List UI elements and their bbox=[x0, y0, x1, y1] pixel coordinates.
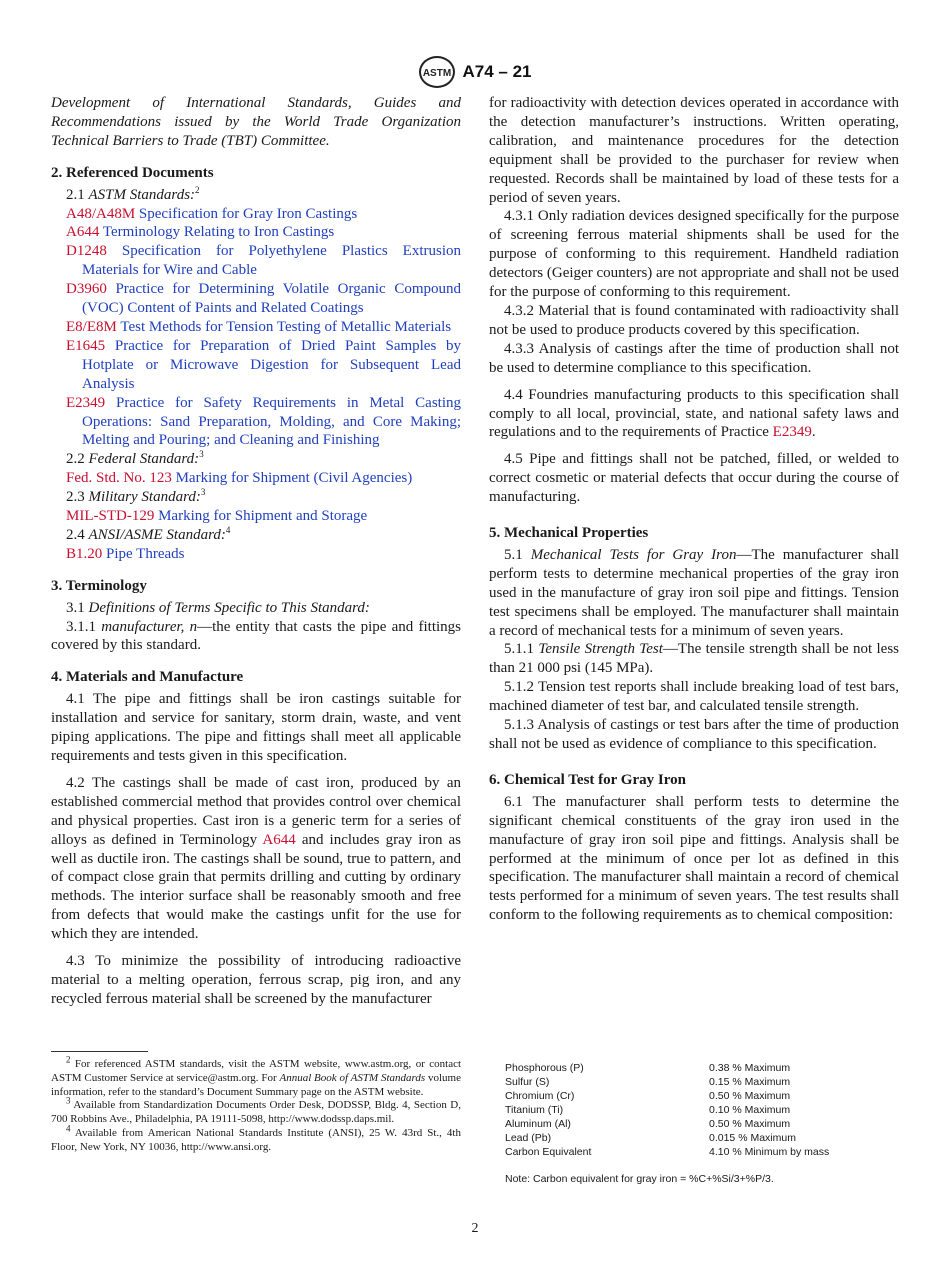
element-cell: Aluminum (Al) bbox=[505, 1118, 571, 1130]
limit-cell: 4.10 % Minimum by mass bbox=[709, 1146, 830, 1158]
subsection-title: Mechanical Tests for Gray Iron bbox=[530, 546, 737, 563]
paragraph-4-4 bbox=[489, 386, 899, 443]
subsection-number: 3.1.1 bbox=[66, 618, 96, 635]
footnote-marker: 4 bbox=[66, 1123, 71, 1134]
reference-title-link[interactable]: Terminology Relating to Iron Castings bbox=[102, 224, 335, 241]
reference-code-link[interactable]: D3960 bbox=[66, 281, 107, 298]
subsection-2-2 bbox=[51, 450, 461, 469]
footnotes bbox=[51, 1054, 462, 1155]
subsection-2-4 bbox=[51, 526, 461, 545]
paragraph-4-3: 4.3 To minimize the possibility of introducing radioactive material to a melting operation, ferrous scrap, pig iron, and any recycled ferrous material shall be screened by the manufacturer bbox=[51, 953, 461, 1007]
subsection-label: Federal Standard: bbox=[88, 451, 200, 468]
reference-title-link[interactable]: Specification for Polyethylene Plastics Extrusion Materials for Wire and Cable bbox=[82, 243, 461, 279]
footnote-4 bbox=[51, 1123, 461, 1155]
standard-designation: A74 – 21 bbox=[462, 62, 532, 81]
reference-code-link[interactable]: B1.20 bbox=[66, 545, 103, 562]
paragraph-text: —The manufacturer shall perform tests to determine mechanical properties of the gray iron used in the manufacture of gray iron soil pipe and fittings. Tension test specimens shall be employed. The manufacturer shall maintain a record of mechanical tests for a minimum of seven years. bbox=[489, 546, 899, 639]
page-header bbox=[0, 56, 950, 88]
footnote-text: Available from American National Standards Institute (ANSI), 25 W. 43rd St., 4th Floor, New York, NY 10036, http://www.ansi.org. bbox=[51, 1126, 461, 1153]
table-row bbox=[505, 1117, 905, 1131]
section-4-heading: 4. Materials and Manufacture bbox=[51, 669, 244, 686]
reference-title-link[interactable]: Practice for Safety Requirements in Metal Casting Operations: Sand Preparation, Molding, and Core Making; Melting and Pouring; and Cleaning and Finishing bbox=[82, 394, 461, 449]
reference-item bbox=[51, 205, 461, 224]
table-row bbox=[505, 1089, 905, 1103]
paragraph-text: —The tensile strength shall be not less than 21 000 psi (145 MPa). bbox=[489, 641, 899, 677]
paragraph-4-1: 4.1 The pipe and fittings shall be iron castings suitable for installation and service for sanitary, storm drain, waste, and vent piping applications. The pipe and fittings shall meet all applicable requirements and tests given in this specification. bbox=[51, 691, 461, 764]
footnote-2 bbox=[51, 1054, 462, 1099]
footnote-divider bbox=[51, 1051, 148, 1052]
section-3-heading: 3. Terminology bbox=[51, 577, 147, 594]
footnote-text: volume information, refer to the standard’s Document Summary page on the ASTM website. bbox=[51, 1071, 461, 1098]
element-cell: Lead (Pb) bbox=[505, 1132, 552, 1144]
reference-title-link[interactable]: Practice for Determining Volatile Organic Compound (VOC) Content of Paints and Related Coatings bbox=[82, 281, 461, 317]
reference-item bbox=[51, 280, 461, 318]
footnote-text: Available from Standardization Documents Order Desk, DODSSP, Bldg. 4, Section D, 700 Robbins Ave., Philadelphia, PA 19111-5098, http://www.dodssp.daps.mil. bbox=[51, 1099, 461, 1126]
paragraph-4-5: 4.5 Pipe and fittings shall not be patched, filled, or welded to correct cosmetic or material defects that occur during the course of manufacturing. bbox=[489, 451, 899, 506]
paragraph-5-1-3: 5.1.3 Analysis of castings or test bars after the time of production shall not be used as evidence of compliance to this specification. bbox=[489, 717, 899, 752]
table-row bbox=[505, 1145, 905, 1159]
limit-cell: 0.38 % Maximum bbox=[709, 1062, 791, 1074]
element-cell: Chromium (Cr) bbox=[505, 1090, 575, 1102]
subsection-number: 2.1 bbox=[66, 186, 85, 203]
reference-code-link[interactable]: E1645 bbox=[66, 337, 106, 354]
limit-cell: 0.015 % Maximum bbox=[709, 1132, 796, 1144]
paragraph-6-1: 6.1 The manufacturer shall perform tests to determine the significant chemical constituents of the gray iron used in the manufacture of gray iron soil pipe and fittings. Analysis shall be performed at the minimum of once per lot as defined in this specification. The manufacturer shall maintain a record of chemical tests performed for a minimum of seven years. The test results shall conform to the following requirements as to chemical composition: bbox=[489, 793, 899, 924]
paragraph-4-3-continued: for radioactivity with detection devices operated in accordance with the detection manufacturer’s instructions. Written operating, calibration, and maintenance procedures for the detection equipment shall be provided to the purchaser for review when requested. Records shall be maintained by load of these tests for a period of seven years. bbox=[489, 95, 899, 206]
svg-text:ASTM: ASTM bbox=[422, 68, 451, 79]
paragraph-5-1 bbox=[489, 546, 899, 641]
reference-code-link[interactable]: A644 bbox=[66, 224, 100, 241]
astm-logo-icon bbox=[419, 56, 455, 88]
table-row bbox=[505, 1131, 905, 1145]
intro-paragraph: Development of International Standards, Guides and Recommendations issued by the World Trade Organization Technical Barriers to Trade (TBT) Committee. bbox=[51, 95, 461, 149]
paragraph-text: 4.2 The castings shall be made of cast iron, produced by an established commercial method that provides control over chemical and physical properties. Cast iron is a generic term for a series of alloys as defined in Terminology bbox=[51, 774, 461, 848]
reference-item bbox=[51, 318, 461, 337]
reference-title-link[interactable]: Marking for Shipment and Storage bbox=[158, 508, 368, 525]
table-row bbox=[505, 1103, 905, 1117]
reference-title-link[interactable]: Practice for Preparation of Dried Paint Samples by Hotplate or Microwave Digestion for Subsequent Lead Analysis bbox=[82, 337, 462, 392]
reference-link[interactable]: E2349 bbox=[772, 424, 812, 441]
subsection-number: 5.1 bbox=[504, 546, 523, 563]
table-row bbox=[505, 1075, 905, 1089]
astm-references-list bbox=[51, 205, 461, 451]
left-column bbox=[51, 94, 461, 1009]
paragraph-4-3-3: 4.3.3 Analysis of castings after the time of production shall not be used to determine compliance to this specification. bbox=[489, 340, 899, 376]
paragraph-5-1-2: 5.1.2 Tension test reports shall include breaking load of test bars, machined diameter of test bar, and calculated tensile strength. bbox=[489, 679, 899, 715]
subsection-3-1-1 bbox=[51, 618, 461, 656]
reference-item bbox=[51, 394, 461, 451]
subsection-label: Definitions of Terms Specific to This Standard: bbox=[88, 599, 370, 616]
footnote-text: Annual Book of ASTM Standards bbox=[279, 1071, 426, 1084]
reference-title-link[interactable]: Pipe Threads bbox=[106, 545, 185, 562]
element-cell: Titanium (Ti) bbox=[505, 1104, 564, 1116]
reference-code-link[interactable]: D1248 bbox=[66, 243, 107, 260]
reference-code-link[interactable]: MIL-STD-129 bbox=[66, 508, 155, 525]
subsection-number: 2.4 bbox=[66, 526, 85, 543]
subsection-2-1 bbox=[51, 186, 461, 205]
right-column bbox=[489, 94, 899, 925]
defined-term: manufacturer, n bbox=[101, 618, 198, 635]
reference-item bbox=[51, 242, 461, 280]
subsection-number: 2.2 bbox=[66, 451, 85, 468]
reference-title-link[interactable]: Marking for Shipment (Civil Agencies) bbox=[175, 470, 413, 487]
reference-item bbox=[51, 469, 461, 488]
reference-item bbox=[51, 545, 461, 564]
subsection-number: 5.1.1 bbox=[504, 641, 534, 658]
paragraph-4-3-1: 4.3.1 Only radiation devices designed specifically for the purpose of screening ferrous material shipments shall be used for the purpose of conforming to this requirement. Handheld radiation detectors (Geiger counters) are not appropriate and shall not be used for the purpose of conforming to this requirement. bbox=[489, 208, 899, 301]
footnote-ref: 2 bbox=[195, 184, 200, 195]
definition-text: —the entity that casts the pipe and fittings covered by this standard. bbox=[51, 618, 462, 654]
subsection-number: 2.3 bbox=[66, 489, 85, 506]
subsection-number: 3.1 bbox=[66, 599, 85, 616]
reference-item bbox=[51, 507, 461, 526]
subsection-label: ANSI/ASME Standard: bbox=[88, 526, 226, 543]
section-5-heading: 5. Mechanical Properties bbox=[489, 525, 649, 542]
subsection-label: ASTM Standards: bbox=[88, 186, 196, 203]
footnote-3 bbox=[51, 1095, 461, 1127]
footnote-marker: 2 bbox=[66, 1054, 71, 1065]
subsection-label: Military Standard: bbox=[88, 489, 201, 506]
subsection-2-3 bbox=[51, 488, 461, 507]
chemical-requirements-table bbox=[505, 1061, 905, 1159]
footnote-ref: 3 bbox=[200, 487, 206, 498]
footnote-marker: 3 bbox=[66, 1095, 71, 1106]
reference-title-link[interactable]: Specification for Gray Iron Castings bbox=[138, 205, 358, 222]
reference-code-link[interactable]: A48/A48M bbox=[66, 205, 136, 222]
page-number: 2 bbox=[471, 1221, 479, 1236]
reference-code-link[interactable]: Fed. Std. No. 123 bbox=[66, 470, 172, 487]
element-cell: Carbon Equivalent bbox=[505, 1146, 592, 1158]
subsection-title: Tensile Strength Test bbox=[538, 641, 663, 658]
reference-code-link[interactable]: E2349 bbox=[66, 394, 106, 411]
footnote-ref: 4 bbox=[225, 524, 231, 535]
reference-title-link[interactable]: Test Methods for Tension Testing of Metallic Materials bbox=[120, 318, 452, 335]
paragraph-text: . bbox=[811, 424, 816, 441]
paragraph-text: 4.4 Foundries manufacturing products to this specification shall comply to all local, provincial, state, and national safety laws and regulations and to the requirements of Practice bbox=[489, 386, 899, 441]
table-row bbox=[505, 1061, 905, 1075]
footnote-text: For referenced ASTM standards, visit the ASTM website, www.astm.org, or contact ASTM Customer Service at service@astm.org. For bbox=[51, 1058, 462, 1084]
reference-item bbox=[51, 223, 461, 242]
paragraph-4-3-2: 4.3.2 Material that is found contaminated with radioactivity shall not be used to produce products covered by this specification. bbox=[489, 302, 899, 338]
reference-link[interactable]: A644 bbox=[262, 831, 296, 848]
paragraph-5-1-1 bbox=[489, 640, 899, 678]
limit-cell: 0.10 % Maximum bbox=[709, 1104, 791, 1116]
footnote-ref: 3 bbox=[199, 449, 204, 460]
paragraph-4-2 bbox=[51, 774, 461, 944]
limit-cell: 0.50 % Maximum bbox=[709, 1090, 791, 1102]
limit-cell: 0.15 % Maximum bbox=[709, 1076, 791, 1088]
section-6-heading: 6. Chemical Test for Gray Iron bbox=[489, 771, 686, 788]
reference-code-link[interactable]: E8/E8M bbox=[66, 318, 117, 335]
section-2-heading: 2. Referenced Documents bbox=[51, 164, 214, 181]
element-cell: Sulfur (S) bbox=[505, 1076, 550, 1088]
table-note: Note: Carbon equivalent for gray iron = %C+%Si/3+%P/3. bbox=[505, 1173, 774, 1185]
element-cell: Phosphorous (P) bbox=[505, 1062, 584, 1074]
subsection-3-1 bbox=[51, 599, 461, 618]
paragraph-text: and includes gray iron as well as ductile iron. The castings shall be sound, true to pattern, and of compact close grain that permits drilling and cutting by ordinary methods. The interior surface shall be reasonably smooth and free from defects that would make the castings unfit for the use for which they are intended. bbox=[51, 831, 461, 943]
reference-item bbox=[51, 337, 461, 394]
limit-cell: 0.50 % Maximum bbox=[709, 1118, 791, 1130]
